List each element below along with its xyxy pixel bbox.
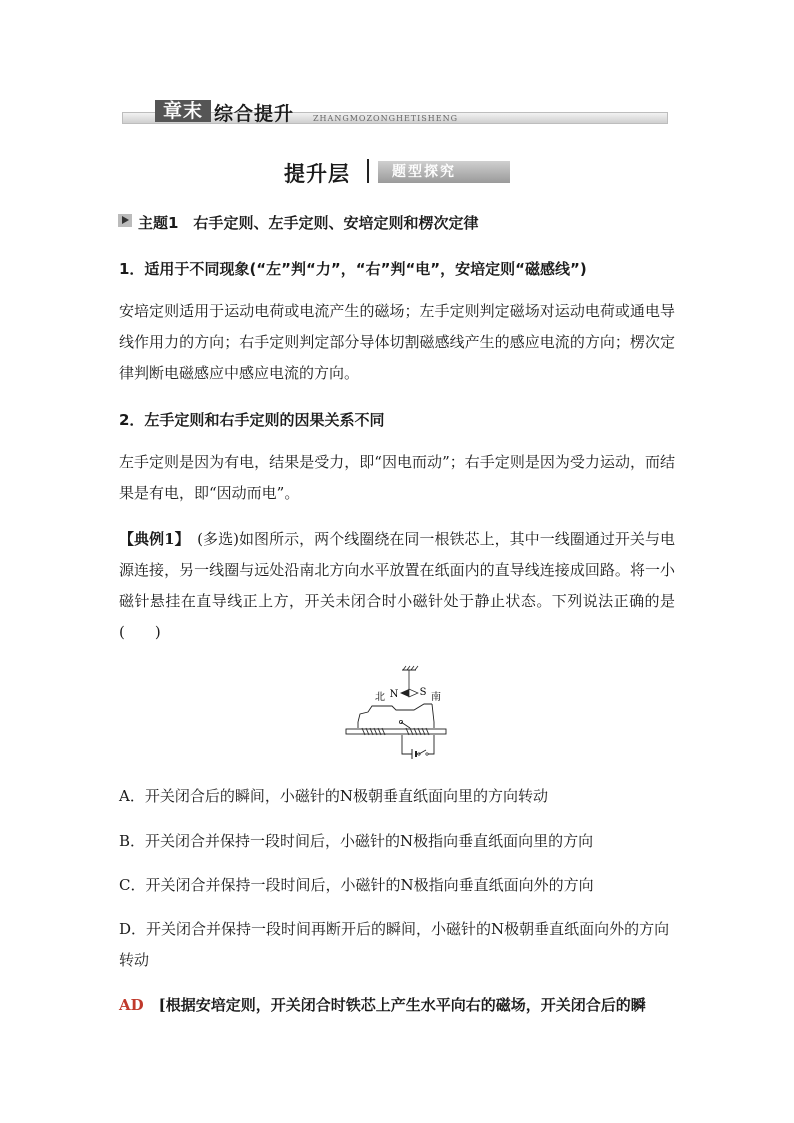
ceiling-hatch	[403, 666, 418, 670]
section-title: 提升层	[284, 162, 350, 186]
example-label: 【典例1】	[119, 530, 183, 548]
circuit-figure	[344, 662, 450, 762]
example-question	[119, 524, 675, 648]
option-d: D．开关闭合并保持一段时间再断开后的瞬间，小磁针的N极朝垂直纸面向外的方向转动	[119, 920, 670, 969]
option-a: A．开关闭合后的瞬间，小磁针的N极朝垂直纸面向里的方向转动	[119, 787, 548, 805]
iron-core	[346, 729, 446, 734]
point-1-body: 安培定则适用于运动电荷或电流产生的磁场；左手定则判定磁场对运动电荷或通电导线作用力的方向；右手定则判定部分导体切割磁感线产生的感应电流的方向；楞次定律判断电磁感应中感应电流的方向。	[119, 302, 675, 382]
needle-south-half	[409, 689, 418, 697]
answer-line	[119, 990, 679, 1021]
section-divider	[367, 159, 369, 183]
point-1-heading: 1．适用于不同现象(“左”判“力”，“右”判“电”，安培定则“磁感线”)	[119, 260, 587, 278]
north-label: 北	[375, 692, 385, 703]
option-b: B．开关闭合并保持一段时间后，小磁针的N极指向垂直纸面向里的方向	[119, 832, 594, 850]
switch-contact-right	[426, 753, 428, 755]
pole-s-label: S	[419, 687, 427, 698]
play-icon	[118, 214, 132, 227]
point-2-heading: 2．左手定则和右手定则的因果关系不同	[119, 411, 385, 429]
battery-circuit	[402, 735, 434, 754]
switch-lever	[419, 750, 426, 754]
answer-letters: AD	[119, 996, 144, 1014]
chapter-pinyin: ZHANGMOZONGHETISHENG	[313, 114, 458, 123]
south-label: 南	[431, 692, 441, 703]
answer-explanation: [根据安培定则，开关闭合时铁芯上产生水平向右的磁场，开关闭合后的瞬	[158, 996, 646, 1014]
needle-north-half	[400, 689, 409, 697]
point-2-body: 左手定则是因为有电，结果是受力，即“因电而动”；右手定则是因为受力运动，而结果是有电，即“因动而电”。	[119, 453, 675, 502]
pole-n-label: N	[389, 689, 399, 700]
chapter-title: 综合提升	[214, 103, 295, 125]
example-text: (多选)如图所示，两个线圈绕在同一根铁芯上，其中一线圈通过开关与电源连接，另一线圈与远处沿南北方向水平放置在纸面内的直导线连接成回路。将一小磁针悬挂在直导线正上方，开关未闭合时小磁针处于静止状态。下列说法正确的是( )	[119, 530, 675, 641]
chapter-end-badge: 章末	[155, 100, 211, 122]
section-subtitle: 题型探究	[378, 161, 510, 183]
straight-wire	[358, 704, 432, 722]
lead-wires	[358, 704, 434, 728]
option-c: C．开关闭合并保持一段时间后，小磁针的N极指向垂直纸面向外的方向	[119, 876, 594, 894]
topic-heading: 主题1 右手定则、左手定则、安培定则和楞次定律	[138, 214, 479, 232]
